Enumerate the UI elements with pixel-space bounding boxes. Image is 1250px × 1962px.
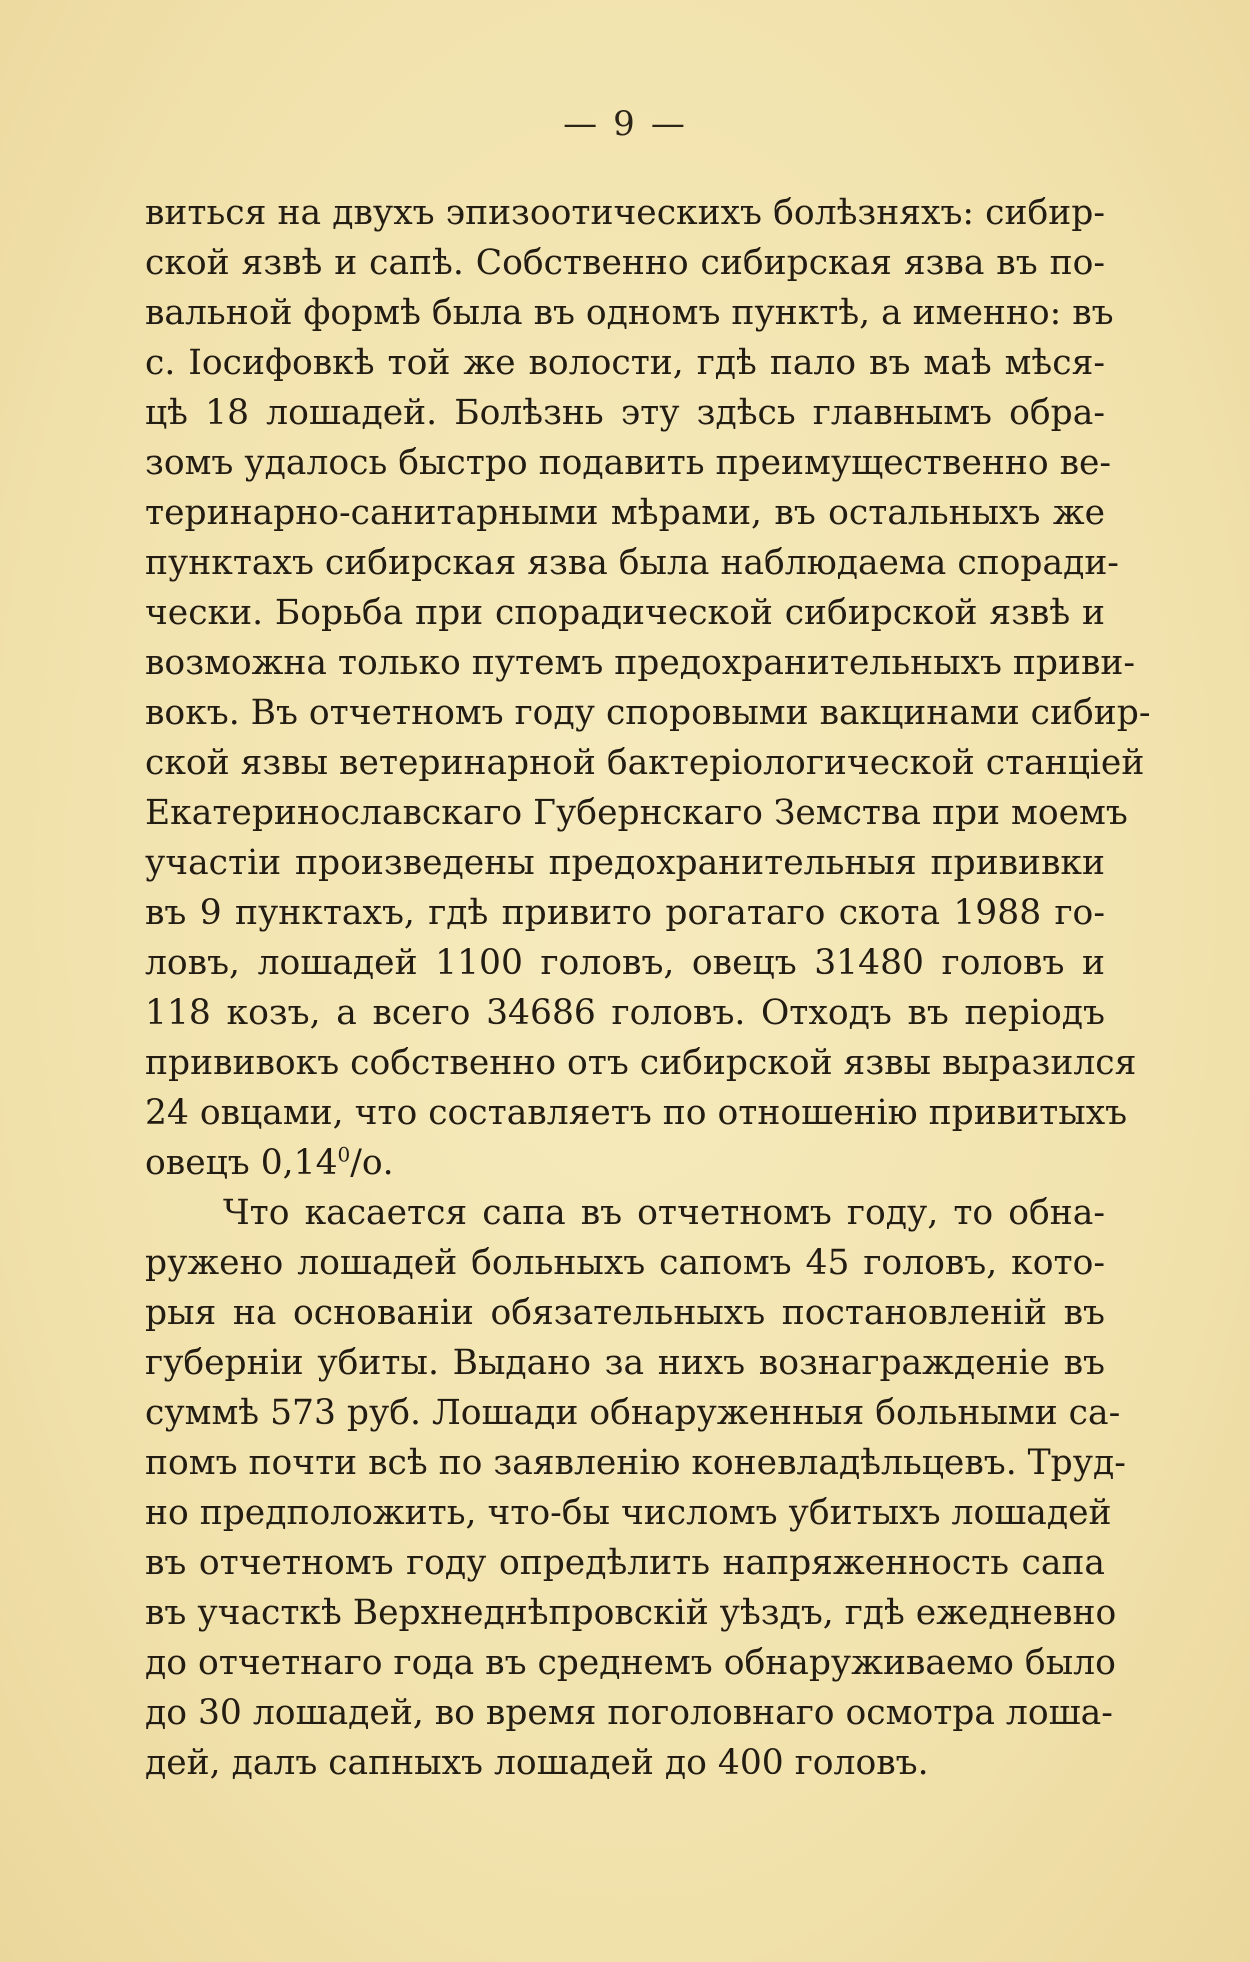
text-line-indented: Что касается сапа въ отчетномъ году, то обна-	[223, 1193, 1105, 1233]
text-line: возможна только путемъ предохранительныхъ приви-	[145, 643, 1136, 683]
text-line-last	[145, 1138, 1105, 1188]
page-number: 9	[613, 104, 637, 144]
paragraph-2	[145, 1188, 1126, 1788]
text-line: ской язвы ветеринарной бактеріологической станціей	[145, 743, 1145, 783]
text-line: с. Іосифовкѣ той же волости, гдѣ пало въ маѣ мѣся-	[145, 343, 1105, 383]
text-line: зомъ удалось быстро подавить преимущественно ве-	[145, 443, 1112, 483]
percent-sign: /о.	[350, 1143, 394, 1183]
text-line: въ 9 пунктахъ, гдѣ привито рогатаго скота 1988 го-	[145, 893, 1105, 933]
page-number-header	[0, 104, 1250, 144]
text-line: участіи произведены предохранительныя прививки	[145, 843, 1105, 883]
text-line: рыя на основаніи обязательныхъ постановленій въ	[145, 1293, 1105, 1333]
text-line: вокъ. Въ отчетномъ году споровыми вакцинами сибир-	[145, 693, 1151, 733]
text-line: въ отчетномъ году опредѣлить напряженность сапа	[145, 1543, 1105, 1583]
text-line: но предположить, что-бы числомъ убитыхъ лошадей	[145, 1493, 1112, 1533]
text-line: цѣ 18 лошадей. Болѣзнь эту здѣсь главнымъ обра-	[145, 393, 1105, 433]
body-text	[145, 188, 1151, 1788]
text-line: чески. Борьба при спорадической сибирской язвѣ и	[145, 593, 1105, 633]
text-line-last: дей, далъ сапныхъ лошадей до 400 головъ.	[145, 1743, 929, 1783]
text-line: въ участкѣ Верхнеднѣпровскій уѣздъ, гдѣ ежедневно	[145, 1593, 1117, 1633]
percent-value: овецъ 0,14	[145, 1143, 338, 1183]
text-line: до 30 лошадей, во время поголовнаго осмотра лоша-	[145, 1693, 1113, 1733]
text-line: пунктахъ сибирская язва была наблюдаема споради-	[145, 543, 1119, 583]
text-line: суммѣ 573 руб. Лошади обнаруженныя больными са-	[145, 1393, 1121, 1433]
text-line: 24 овцами, что составляетъ по отношенію привитыхъ	[145, 1093, 1128, 1133]
text-line: ловъ, лошадей 1100 головъ, овецъ 31480 головъ и	[145, 943, 1105, 983]
text-line: помъ почти всѣ по заявленію коневладѣльцевъ. Труд-	[145, 1443, 1126, 1483]
text-line: губерніи убиты. Выдано за нихъ вознагражденіе въ	[145, 1343, 1105, 1383]
degree-superscript: 0	[337, 1142, 351, 1167]
text-line: 118 козъ, а всего 34686 головъ. Отходъ въ періодъ	[145, 993, 1105, 1033]
header-dash-right: —	[650, 104, 687, 144]
text-line: вальной формѣ была въ одномъ пунктѣ, а именно: въ	[145, 293, 1114, 333]
text-line: ружено лошадей больныхъ сапомъ 45 головъ, кото-	[145, 1243, 1105, 1283]
text-line: теринарно-санитарными мѣрами, въ остальныхъ же	[145, 493, 1105, 533]
header-dash-left: —	[563, 104, 600, 144]
text-line: Екатеринославскаго Губернскаго Земства при моемъ	[145, 793, 1128, 833]
text-line: виться на двухъ эпизоотическихъ болѣзняхъ: сибир-	[145, 193, 1105, 233]
text-line: ской язвѣ и сапѣ. Собственно сибирская язва въ по-	[145, 243, 1105, 283]
text-line: прививокъ собственно отъ сибирской язвы выразился	[145, 1043, 1137, 1083]
paragraph-1	[145, 188, 1151, 1188]
text-line: до отчетнаго года въ среднемъ обнаруживаемо было	[145, 1643, 1116, 1683]
